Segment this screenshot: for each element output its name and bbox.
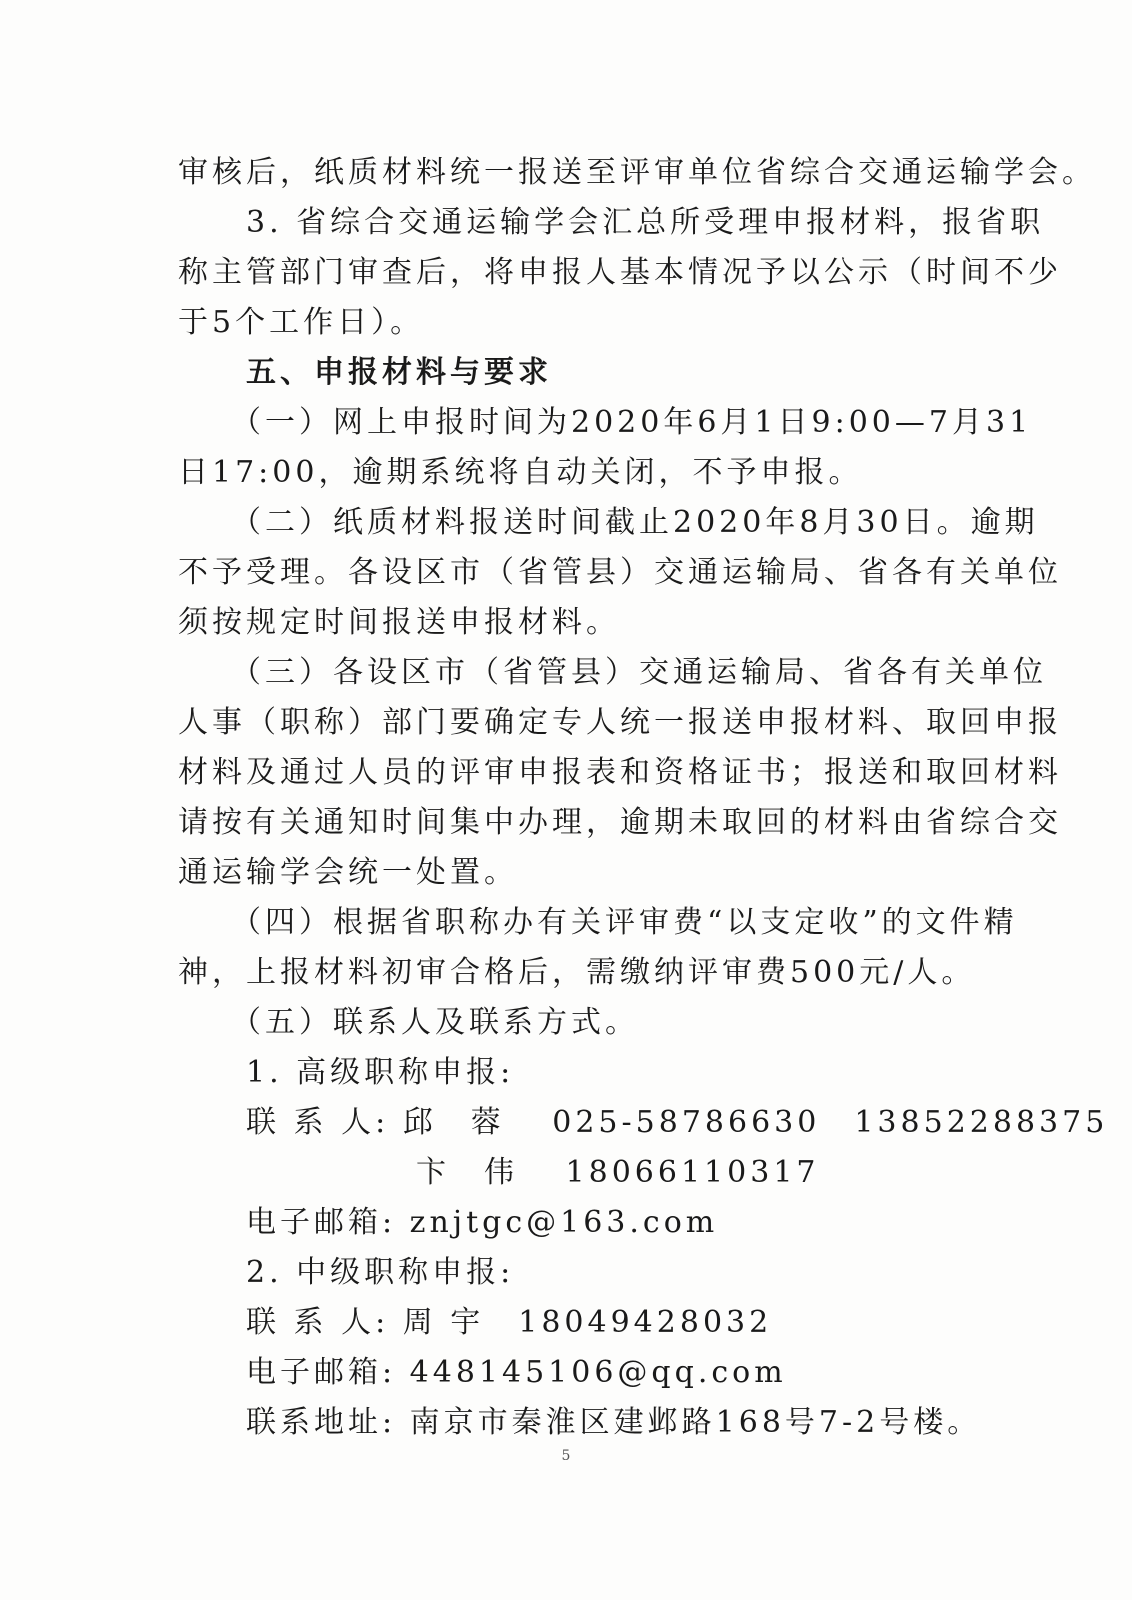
contact-line-senior: 联 系 人: 邱 蓉 025-58786630 13852288375 xyxy=(178,1105,1109,1140)
text-line-11: （三）各设区市（省管县）交通运输局、省各有关单位 xyxy=(178,655,1047,690)
text-line-2: 3. 省综合交通运输学会汇总所受理申报材料，报省职 xyxy=(178,205,1045,240)
text-line-17: 神，上报材料初审合格后，需缴纳评审费500元/人。 xyxy=(178,955,976,990)
text-line-4: 于5个工作日）。 xyxy=(178,305,425,340)
text-line-18: （五）联系人及联系方式。 xyxy=(178,1005,639,1040)
text-line-14: 请按有关通知时间集中办理，逾期未取回的材料由省综合交 xyxy=(178,805,1062,840)
address-line: 联系地址: 南京市秦淮区建邺路168号7-2号楼。 xyxy=(178,1405,982,1440)
text-line-7: 日17:00，逾期系统将自动关闭，不予申报。 xyxy=(178,455,863,490)
text-line-13: 材料及通过人员的评审申报表和资格证书；报送和取回材料 xyxy=(178,755,1062,790)
page-number: 5 xyxy=(561,1448,571,1464)
contact-line-senior-2: 卞 伟 18066110317 xyxy=(178,1155,820,1190)
email-line-senior: 电子邮箱: znjtgc@163.com xyxy=(178,1205,719,1240)
text-line-12: 人事（职称）部门要确定专人统一报送申报材料、取回申报 xyxy=(178,705,1062,740)
text-line-8: （二）纸质材料报送时间截止2020年8月30日。逾期 xyxy=(178,505,1039,540)
text-line-15: 通运输学会统一处置。 xyxy=(178,855,518,890)
text-line-3: 称主管部门审查后，将申报人基本情况予以公示（时间不少 xyxy=(178,255,1062,290)
text-line-19: 1. 高级职称申报: xyxy=(178,1055,515,1090)
text-line-6: （一）网上申报时间为2020年6月1日9:00—7月31 xyxy=(178,405,1033,440)
text-line-10: 须按规定时间报送申报材料。 xyxy=(178,605,620,640)
text-line-23: 2. 中级职称申报: xyxy=(178,1255,515,1290)
text-line-9: 不予受理。各设区市（省管县）交通运输局、省各有关单位 xyxy=(178,555,1062,590)
text-line-1: 审核后，纸质材料统一报送至评审单位省综合交通运输学会。 xyxy=(178,155,1096,190)
section-heading: 五、申报材料与要求 xyxy=(178,355,552,390)
email-line-intermediate: 电子邮箱: 448145106@qq.com xyxy=(178,1355,787,1390)
text-line-16: （四）根据省职称办有关评审费“以支定收”的文件精 xyxy=(178,905,1018,940)
contact-line-intermediate: 联 系 人: 周 宇 18049428032 xyxy=(178,1305,773,1340)
